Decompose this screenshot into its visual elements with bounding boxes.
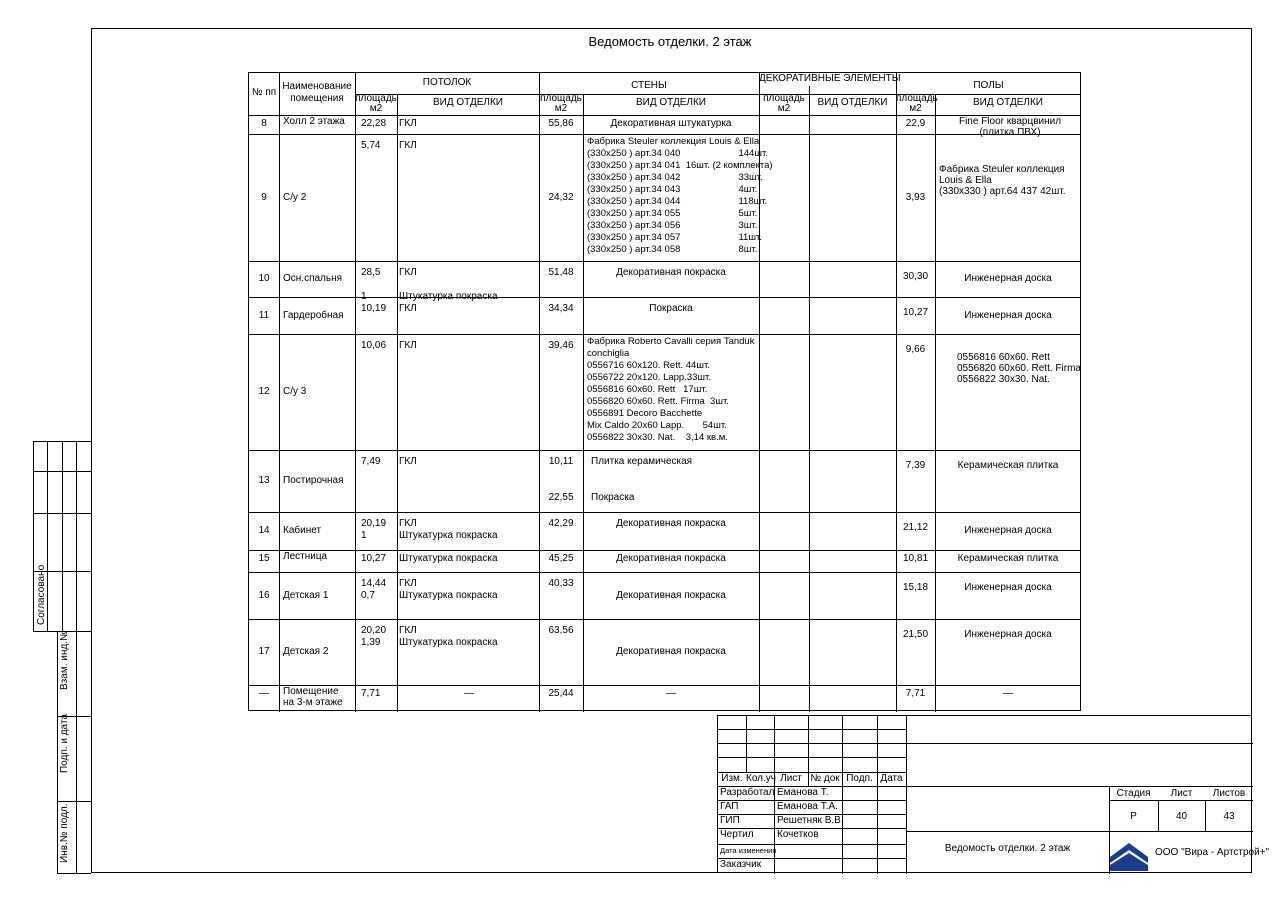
walls-area: 63,56	[548, 625, 574, 636]
stamp-role: Чертил	[720, 829, 754, 840]
stamp-col-header: Дата	[880, 773, 903, 784]
floors-area: 21,12	[902, 522, 929, 533]
hdr-ceiling: ПОТОЛОК	[422, 77, 472, 88]
walls-area: 39,46	[548, 340, 574, 351]
floors-area: 7,71	[905, 688, 926, 699]
walls-finish: Декоративная покраска	[616, 518, 726, 529]
floors-finish: Fine Floor кварцвинил (плитка ПВХ)	[958, 116, 1062, 138]
floors-finish: Керамическая плитка	[957, 460, 1059, 471]
walls-area: 42,29	[548, 518, 574, 529]
stamp-role: ГИП	[720, 815, 740, 826]
walls-finish: Плитка керамическая Покраска	[591, 456, 693, 503]
walls-finish: Фабрика Steuler коллекция Louis & Ella (330x250 ) арт.34 040 144шт. (330x250 ) арт.34 041 16шт. (2 комплекта) (330x250 ) арт.34 042 33шт. (330x250 ) арт.34 043 4шт. (330x250 ) арт.34 044 118шт. (330x250 ) арт.34 055 5шт. (330x250 ) арт.34 056 3шт. (330x250 ) арт.34 057 11шт. (330x250 ) арт.34 058 8шт.	[587, 136, 773, 255]
stamp-role: Дата изменения	[720, 846, 777, 855]
row-number: 13	[258, 475, 270, 486]
agreed-label: Согласовано	[36, 564, 47, 625]
ceiling-finish: ГКЛ	[399, 303, 417, 314]
stamp-role: ГАП	[720, 801, 739, 812]
room-name: Детская 2	[283, 646, 329, 657]
row-number: 12	[258, 386, 270, 397]
ceiling-finish: ГКЛ Штукатурка покраска	[399, 578, 498, 601]
row-number: 11	[258, 309, 270, 321]
room-name: Постирочная	[283, 475, 344, 486]
floors-area: 15,18	[902, 582, 929, 593]
hdr-floors-finish: ВИД ОТДЕЛКИ	[973, 97, 1043, 108]
walls-finish: Фабрика Roberto Cavalli серия Tanduk conchiglia 0556716 60x120. Rett. 44шт. 0556722 20x120. Lapp.33шт. 0556816 60x60. Rett 17шт. 0556820 60x60. Rett. Firma 3шт. 0556891 Decoro Bacchette Mix Caldo 20x60 Lapp. 54шт. 0556822 30x30. Nat. 3,14 кв.м.	[587, 336, 755, 443]
floors-area: 10,27	[902, 307, 929, 318]
company-name: ООО "Вира - Артстрой+"	[1155, 847, 1270, 858]
hdr-ceiling-finish: ВИД ОТДЕЛКИ	[433, 97, 503, 108]
ceiling-area: 10,06	[361, 340, 387, 351]
stamp-col-header: № док	[810, 773, 840, 784]
stamp-col-header: Изм.	[721, 773, 743, 784]
ceiling-area: 10,19	[361, 303, 387, 314]
walls-finish: Декоративная покраска	[616, 646, 726, 657]
floors-area: 30,30	[902, 271, 929, 282]
room-name: Холл 2 этажа	[283, 116, 345, 127]
hdr-walls-finish: ВИД ОТДЕЛКИ	[636, 97, 706, 108]
row-number: 10	[258, 273, 270, 284]
room-name: Лестница	[283, 551, 328, 562]
hdr-floors-area: площадь м2	[896, 93, 938, 114]
floors-finish: Инженерная доска	[964, 273, 1052, 284]
row-number: 17	[258, 646, 270, 657]
hdr-decor-finish: ВИД ОТДЕЛКИ	[817, 97, 888, 108]
hdr-walls: СТЕНЫ	[631, 80, 667, 91]
company-logo-icon	[1110, 833, 1148, 871]
stage-label: Стадия	[1116, 788, 1151, 799]
walls-area: 40,33	[548, 578, 574, 589]
walls-finish: Покраска	[649, 303, 693, 314]
hdr-num: № пп	[251, 87, 277, 98]
floors-finish: Инженерная доска	[964, 309, 1052, 321]
ceiling-finish: ГКЛ	[399, 340, 417, 351]
ceiling-area: 28,5 1	[361, 267, 381, 302]
doc-title: Ведомость отделки. 2 этаж	[944, 843, 1071, 854]
ceiling-area: 20,19 1	[361, 518, 387, 541]
replace-inv-label: Взам. инд.№	[59, 630, 70, 690]
hdr-decor-area: площадь м2	[763, 93, 805, 114]
side-stamp	[33, 441, 91, 873]
stage-value: Р	[1130, 811, 1137, 822]
ceiling-finish: ГКЛ	[399, 456, 417, 467]
stamp-role: Разработал	[720, 787, 775, 798]
sheets-label: Листов	[1212, 788, 1246, 799]
ceiling-area: 14,44 0,7	[361, 578, 387, 601]
ceiling-finish: ГКЛ	[399, 140, 417, 151]
ceiling-area: 7,49	[361, 456, 381, 467]
floors-area: 22,9	[905, 118, 926, 129]
page-title: Ведомость отделки. 2 этаж	[588, 34, 752, 49]
row-number: —	[259, 688, 269, 699]
sheet-label: Лист	[1170, 788, 1193, 799]
row-number: 8	[261, 118, 267, 129]
room-name: Помещение на 3-м этаже	[283, 686, 343, 708]
hdr-floors: ПОЛЫ	[973, 80, 1004, 91]
row-number: 14	[258, 525, 270, 536]
stamp-col-header: Подп.	[846, 773, 873, 784]
floors-finish: Керамическая плитка	[957, 553, 1059, 564]
ceiling-finish: ГКЛ Штукатурка покраска	[399, 625, 498, 648]
ceiling-finish: ГКЛ	[399, 118, 417, 129]
title-block	[717, 715, 1270, 873]
walls-finish: Декоративная покраска	[616, 589, 726, 601]
room-name: Кабинет	[283, 525, 322, 536]
sign-date-label: Подп. и дата	[59, 714, 70, 773]
walls-area: 25,44	[548, 688, 574, 699]
row-number: 16	[258, 589, 270, 601]
walls-area: 24,32	[548, 191, 574, 203]
ceiling-finish: ГКЛ Штукатурка покраска	[399, 267, 498, 302]
row-number: 9	[261, 191, 267, 203]
floors-finish: Инженерная доска	[964, 629, 1052, 640]
walls-area: 51,48	[548, 267, 574, 278]
walls-finish: Декоративная покраска	[616, 553, 726, 564]
walls-area: 45,25	[548, 553, 574, 564]
row-number: 15	[258, 553, 270, 564]
walls-area: 34,34	[548, 303, 574, 314]
hdr-name: Наименование помещения	[282, 81, 352, 104]
ceiling-area: 10,27	[361, 553, 387, 564]
floors-area: 21,50	[902, 629, 929, 640]
room-name: С/у 2	[283, 191, 307, 203]
stamp-name: Кочетков	[777, 829, 819, 840]
stamp-col-header: Кол.уч	[746, 773, 776, 784]
floors-area: 9,66	[905, 344, 926, 355]
ceiling-finish: —	[464, 688, 474, 699]
orig-inv-label: Инв.№ подл.	[59, 803, 70, 863]
sheets-value: 43	[1223, 811, 1235, 822]
ceiling-area: 7,71	[361, 688, 381, 699]
room-name: Осн.спальня	[283, 273, 343, 284]
stamp-name: Решетняк В.В.	[777, 815, 844, 826]
hdr-ceiling-area: площадь м2	[355, 93, 397, 114]
floors-area: 10,81	[902, 553, 929, 564]
walls-finish: Декоративная штукатурка	[610, 118, 732, 129]
walls-area: 55,86	[548, 118, 574, 129]
floors-area: 3,93	[905, 191, 926, 203]
hdr-decor: ДЕКОРАТИВНЫЕ ЭЛЕМЕНТЫ	[759, 73, 901, 84]
floors-finish: Инженерная доска	[964, 525, 1052, 536]
ceiling-area: 20,20 1,39	[361, 625, 387, 648]
stamp-col-header: Лист	[780, 773, 802, 784]
walls-finish: —	[666, 688, 676, 699]
ceiling-finish: Штукатурка покраска	[399, 553, 498, 564]
ceiling-area: 22,28	[361, 118, 387, 129]
ceiling-finish: ГКЛ Штукатурка покраска	[399, 518, 498, 541]
floors-finish: Инженерная доска	[964, 582, 1052, 593]
stamp-role: Заказчик	[720, 859, 762, 870]
room-name: Детская 1	[283, 589, 329, 601]
sheet-value: 40	[1175, 811, 1188, 822]
finish-schedule-table	[248, 72, 1081, 711]
floors-finish: 0556816 60x60. Rett 0556820 60x60. Rett. Firma 0556822 30x30. Nat.	[957, 352, 1081, 385]
floors-area: 7,39	[905, 460, 926, 471]
room-name: С/у 3	[283, 386, 307, 397]
stamp-name: Еманова Т.А.	[777, 801, 838, 812]
floors-finish: Фабрика Steuler коллекция Louis & Ella (330x330 ) арт.64 437 42шт.	[939, 164, 1066, 197]
walls-finish: Декоративная покраска	[616, 267, 726, 278]
ceiling-area: 5,74	[361, 140, 381, 151]
floors-finish: —	[1003, 688, 1013, 699]
stamp-name: Еманова Т.	[777, 787, 829, 798]
hdr-walls-area: площадь м2	[540, 93, 582, 114]
walls-area: 10,11 22,55	[548, 456, 574, 503]
room-name: Гардеробная	[283, 309, 344, 321]
